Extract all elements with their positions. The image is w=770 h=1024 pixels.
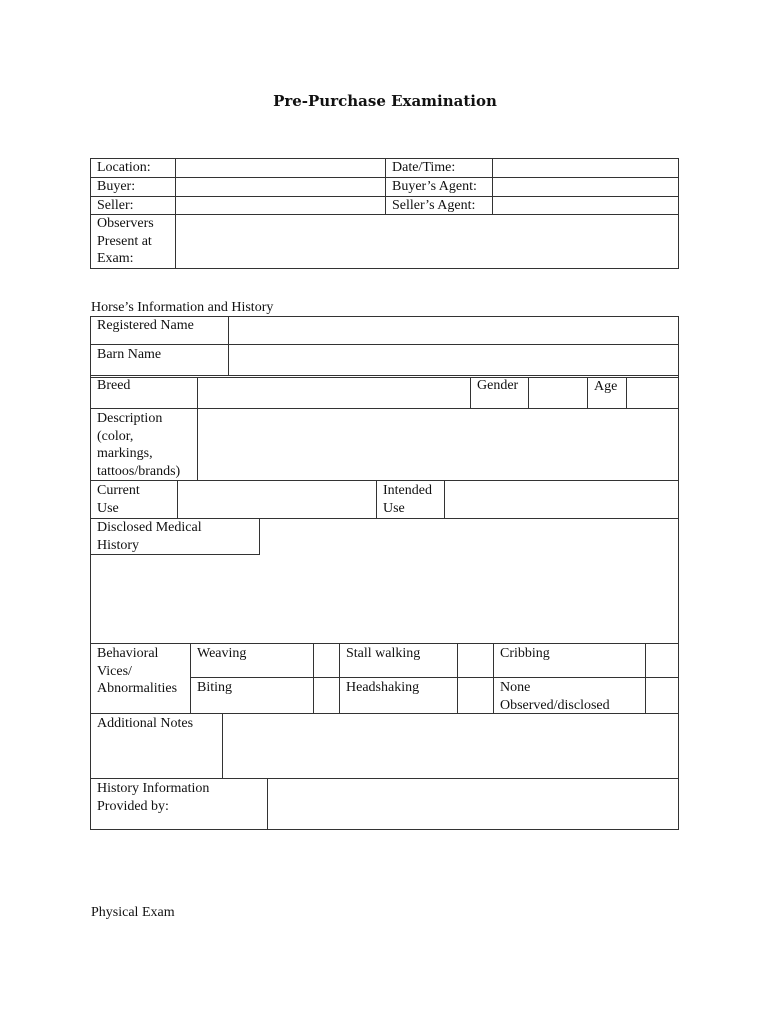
age-label: Age — [594, 379, 618, 394]
stall-walking-checkbox[interactable] — [458, 644, 493, 677]
physical-exam-heading: Physical Exam — [91, 905, 175, 920]
history-provided-label-line: History Information — [97, 781, 210, 796]
observers-label-line: Exam: — [97, 251, 134, 266]
buyer-field[interactable] — [176, 178, 385, 196]
additional-notes-label: Additional Notes — [97, 716, 194, 731]
headshaking-checkbox[interactable] — [458, 678, 493, 713]
buyers-agent-label: Buyer’s Agent: — [392, 179, 477, 194]
description-field[interactable] — [198, 409, 678, 480]
disclosed-medical-history-label — [97, 519, 202, 554]
datetime-field[interactable] — [493, 159, 678, 177]
observers-field[interactable] — [176, 215, 678, 268]
buyers-agent-field[interactable] — [493, 178, 678, 196]
none-observed-label-line: None — [500, 680, 531, 695]
location-label: Location: — [97, 160, 151, 175]
description-label-line: (color, — [97, 428, 134, 444]
description-label-line: markings, — [97, 446, 153, 461]
additional-notes-field[interactable] — [223, 714, 678, 778]
vices-label-line: Behavioral — [97, 646, 159, 661]
history-provided-label-line: Provided by: — [97, 798, 169, 814]
disclosed-medical-label-line: Disclosed Medical — [97, 520, 202, 535]
intended-use-field[interactable] — [445, 481, 678, 518]
datetime-label: Date/Time: — [392, 160, 456, 175]
gender-label: Gender — [477, 378, 519, 393]
sellers-agent-field[interactable] — [493, 197, 678, 214]
description-label — [97, 410, 180, 480]
observers-label-line: Present at — [97, 233, 152, 249]
breed-label: Breed — [97, 378, 131, 393]
vices-label-line: Abnormalities — [97, 681, 178, 696]
intended-use-label-line: Use — [383, 500, 405, 516]
cribbing-label: Cribbing — [500, 646, 550, 661]
intended-use-label-line: Intended — [383, 483, 432, 498]
biting-label: Biting — [197, 680, 233, 695]
none-observed-checkbox[interactable] — [646, 678, 678, 713]
none-observed-label-line: Observed/disclosed — [500, 697, 610, 713]
biting-checkbox[interactable] — [314, 678, 339, 713]
registered-name-field[interactable] — [229, 317, 678, 344]
seller-label: Seller: — [97, 198, 134, 213]
headshaking-label: Headshaking — [346, 680, 420, 695]
barn-name-label: Barn Name — [97, 347, 162, 362]
location-field[interactable] — [176, 159, 385, 177]
sellers-agent-label: Seller’s Agent: — [392, 198, 476, 213]
history-provided-label — [97, 780, 209, 815]
current-use-label-line: Use — [97, 500, 119, 516]
observers-label-line: Observers — [97, 216, 154, 231]
barn-name-field[interactable] — [229, 345, 678, 375]
history-provided-field[interactable] — [268, 779, 678, 829]
cribbing-checkbox[interactable] — [646, 644, 678, 677]
weaving-checkbox[interactable] — [314, 644, 339, 677]
page-title: Pre-Purchase Examination — [273, 92, 497, 110]
seller-field[interactable] — [176, 197, 385, 214]
description-label-line: Description — [97, 411, 163, 426]
weaving-label: Weaving — [197, 646, 247, 661]
behavioral-vices-label — [97, 645, 177, 698]
buyer-label: Buyer: — [97, 179, 136, 194]
disclosed-medical-label-line: History — [97, 537, 139, 553]
current-use-label-line: Current — [97, 483, 140, 498]
age-field[interactable] — [627, 378, 678, 408]
current-use-field[interactable] — [178, 481, 376, 518]
vices-label-line: Vices/ — [97, 663, 132, 679]
current-use-label — [97, 482, 140, 517]
gender-field[interactable] — [529, 378, 587, 408]
horse-info-heading: Horse’s Information and History — [91, 300, 274, 315]
description-label-line: tattoos/brands) — [97, 463, 181, 479]
disclosed-medical-history-field[interactable] — [91, 555, 678, 643]
intended-use-label — [383, 482, 432, 517]
observers-label — [97, 215, 154, 268]
breed-field[interactable] — [198, 378, 470, 408]
registered-name-label: Registered Name — [97, 318, 194, 333]
stall-walking-label: Stall walking — [346, 646, 421, 661]
none-observed-label — [500, 679, 610, 714]
